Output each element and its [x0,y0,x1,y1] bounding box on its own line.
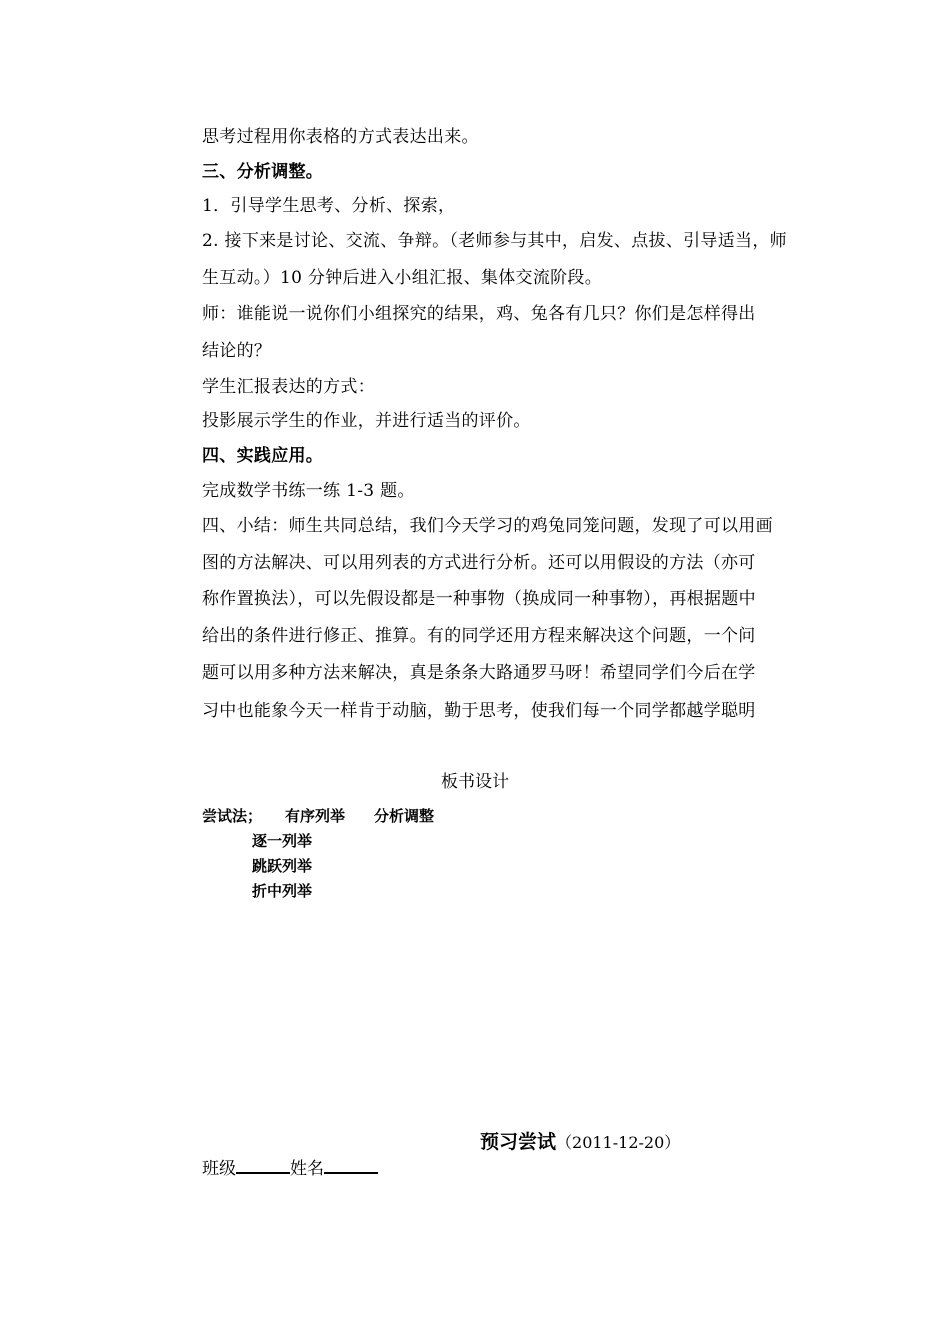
board-design-title: 板书设计 [441,772,509,792]
preview-heading [480,1127,680,1154]
preview-date: （2011-12-20） [556,1133,681,1152]
board-sub-item: 跳跃列举 [252,857,313,875]
class-label: 班级 [202,1159,236,1179]
section-heading: 三、分析调整。 [202,162,324,182]
paragraph-line: 学生汇报表达的方式： [202,377,375,397]
paragraph-line: 思考过程用你表格的方式表达出来。 [202,127,479,147]
name-label: 姓名 [290,1159,324,1179]
paragraph-line: 1．引导学生思考、分析、探索， [202,196,456,216]
paragraph-line: 完成数学书练一练 1-3 题。 [202,481,415,501]
board-item: 分析调整 [374,807,435,825]
board-item: 有序列举 [285,807,346,825]
paragraph-line: 题可以用多种方法来解决，真是条条大路通罗马呀！希望同学们今后在学 [202,663,756,683]
paragraph-line: 称作置换法），可以先假设都是一种事物（换成同一种事物），再根据题中 [202,589,756,609]
paragraph-line: 生互动。）10 分钟后进入小组汇报、集体交流阶段。 [202,268,603,288]
paragraph-line: 师：谁能说一说你们小组探究的结果，鸡、兔各有几只？你们是怎样得出 [202,304,756,324]
preview-title: 预习尝试 [480,1131,557,1153]
paragraph-line: 2. 接下来是讨论、交流、争辩。（老师参与其中，启发、点拔、引导适当，师 [202,231,787,251]
board-sub-item: 折中列举 [252,882,313,900]
paragraph-line: 给出的条件进行修正、推算。有的同学还用方程来解决这个问题，一个问 [202,626,756,646]
class-name-line [202,1155,378,1181]
paragraph-line: 图的方法解决、可以用列表的方式进行分析。还可以用假设的方法（亦可 [202,553,756,573]
board-item: 尝试法； [202,807,263,825]
paragraph-line: 习中也能象今天一样肯于动脑，勤于思考，使我们每一个同学都越学聪明 [202,701,756,721]
name-blank[interactable] [324,1155,378,1174]
paragraph-line: 四、小结：师生共同总结，我们今天学习的鸡兔同笼问题，发现了可以用画 [202,516,773,536]
paragraph-line: 结论的？ [202,341,272,361]
board-sub-item: 逐一列举 [252,832,313,850]
paragraph-line: 投影展示学生的作业，并进行适当的评价。 [202,411,531,431]
section-heading: 四、实践应用。 [202,446,324,466]
class-blank[interactable] [236,1155,290,1174]
